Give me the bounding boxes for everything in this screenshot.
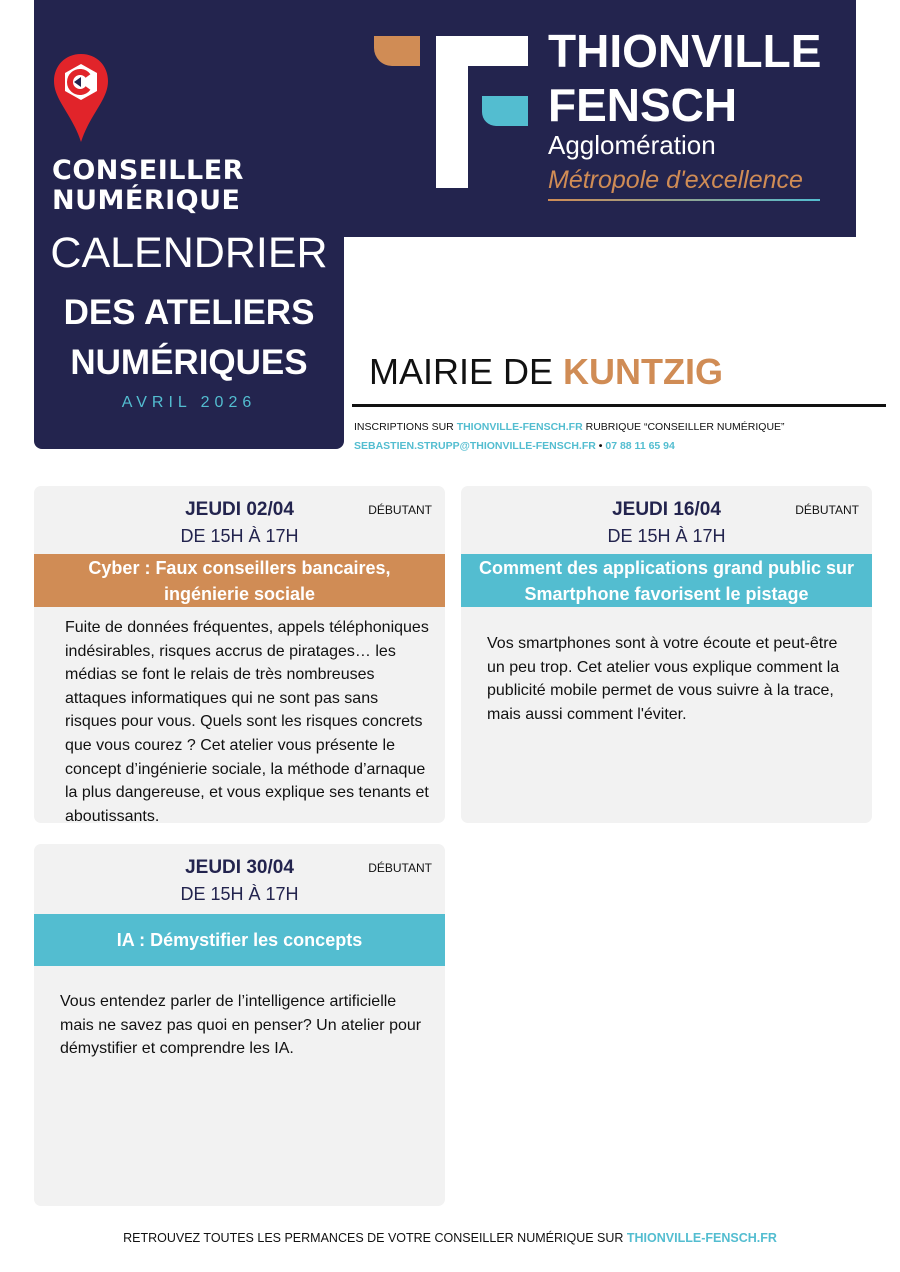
contact-info xyxy=(354,440,675,452)
map-pin-logo-icon xyxy=(52,52,110,144)
footer xyxy=(0,1231,900,1245)
brand-name-line1: THIONVILLE xyxy=(548,25,822,77)
workshop-time: DE 15H À 17H xyxy=(180,526,299,546)
brand-subtitle: Agglomération xyxy=(548,130,716,160)
inscriptions-label: INSCRIPTIONS SUR xyxy=(354,421,457,433)
thionville-fensch-logo-icon xyxy=(370,32,530,192)
brand-tagline: Métropole d'excellence xyxy=(548,166,803,194)
workshop-title-text: IA : Démystifier les concepts xyxy=(116,930,363,950)
registration-info xyxy=(354,421,785,433)
workshop-date: JEUDI 30/04 xyxy=(185,857,294,878)
location-name: KUNTZIG xyxy=(563,351,724,392)
workshop-description: Fuite de données fréquentes, appels téléphoniques indésirables, risques accrus de piratages… les médias se font le relais de très nombreuses attaques informatiques qui ne sont pas sans risques pour vous. Quels sont les risques concrets que vous courez ? Cet atelier vous présente le concept d’ingénierie sociale, la méthode d’arnaque la plus dangereuse, et vous explique ses tenants et aboutissants. xyxy=(65,619,429,823)
workshop-card xyxy=(461,486,872,823)
workshop-level: DÉBUTANT xyxy=(795,503,859,517)
brand-underline xyxy=(548,199,820,201)
ateliers-title xyxy=(34,288,344,388)
calendar-title: CALENDRIER xyxy=(50,229,328,277)
brand-name-line2: FENSCH xyxy=(548,79,738,131)
badge-title-line2: NUMÉRIQUE xyxy=(52,185,241,216)
workshop-time: DE 15H À 17H xyxy=(180,884,299,904)
brand-logo-panel xyxy=(340,0,856,237)
workshop-level: DÉBUTANT xyxy=(368,861,432,875)
month-label: AVRIL 2026 xyxy=(121,394,257,411)
badge-title-line1: CONSEILLER xyxy=(52,155,244,186)
workshop-title xyxy=(34,554,445,607)
ateliers-line1: DES ATELIERS xyxy=(63,293,315,332)
phone-link[interactable]: 07 88 11 65 94 xyxy=(605,440,675,452)
workshop-date: JEUDI 16/04 xyxy=(612,499,721,520)
footer-text: RETROUVEZ TOUTES LES PERMANCES DE VOTRE CONSEILLER NUMÉRIQUE SUR xyxy=(123,1231,627,1245)
divider xyxy=(352,404,886,407)
website-link[interactable]: THIONVILLE-FENSCH.FR xyxy=(456,421,583,433)
rubrique-label: RUBRIQUE “CONSEILLER NUMÉRIQUE” xyxy=(582,421,785,433)
workshop-time: DE 15H À 17H xyxy=(607,526,726,546)
footer-website-link[interactable]: THIONVILLE-FENSCH.FR xyxy=(626,1231,777,1245)
workshop-date: JEUDI 02/04 xyxy=(185,499,294,520)
separator: • xyxy=(595,440,606,452)
workshop-card xyxy=(34,486,445,823)
location-prefix: MAIRIE DE xyxy=(369,351,564,392)
workshop-level: DÉBUTANT xyxy=(368,503,432,517)
email-link[interactable]: SEBASTIEN.STRUPP@THIONVILLE-FENSCH.FR xyxy=(354,440,596,452)
workshop-description: Vos smartphones sont à votre écoute et peut-être un peu trop. Cet atelier vous explique comment la publicité mobile permet de vous suivre à la trace, mais aussi comment l'éviter. xyxy=(487,635,840,723)
workshop-card xyxy=(34,844,445,1206)
workshop-description: Vous entendez parler de l’intelligence artificielle mais ne savez pas quoi en penser? Un atelier pour démystifier et comprendre les IA. xyxy=(60,993,422,1058)
workshop-title-text: Comment des applications grand public sur Smartphone favorisent le pistage xyxy=(478,557,855,604)
conseiller-numerique-title xyxy=(52,156,342,216)
header-badge-panel xyxy=(34,0,344,449)
workshop-title xyxy=(34,914,445,966)
ateliers-line2: NUMÉRIQUES xyxy=(70,343,308,382)
workshop-title-text: Cyber : Faux conseillers bancaires, ingénierie sociale xyxy=(88,557,391,604)
location-title xyxy=(369,350,723,394)
workshop-title xyxy=(461,554,872,607)
